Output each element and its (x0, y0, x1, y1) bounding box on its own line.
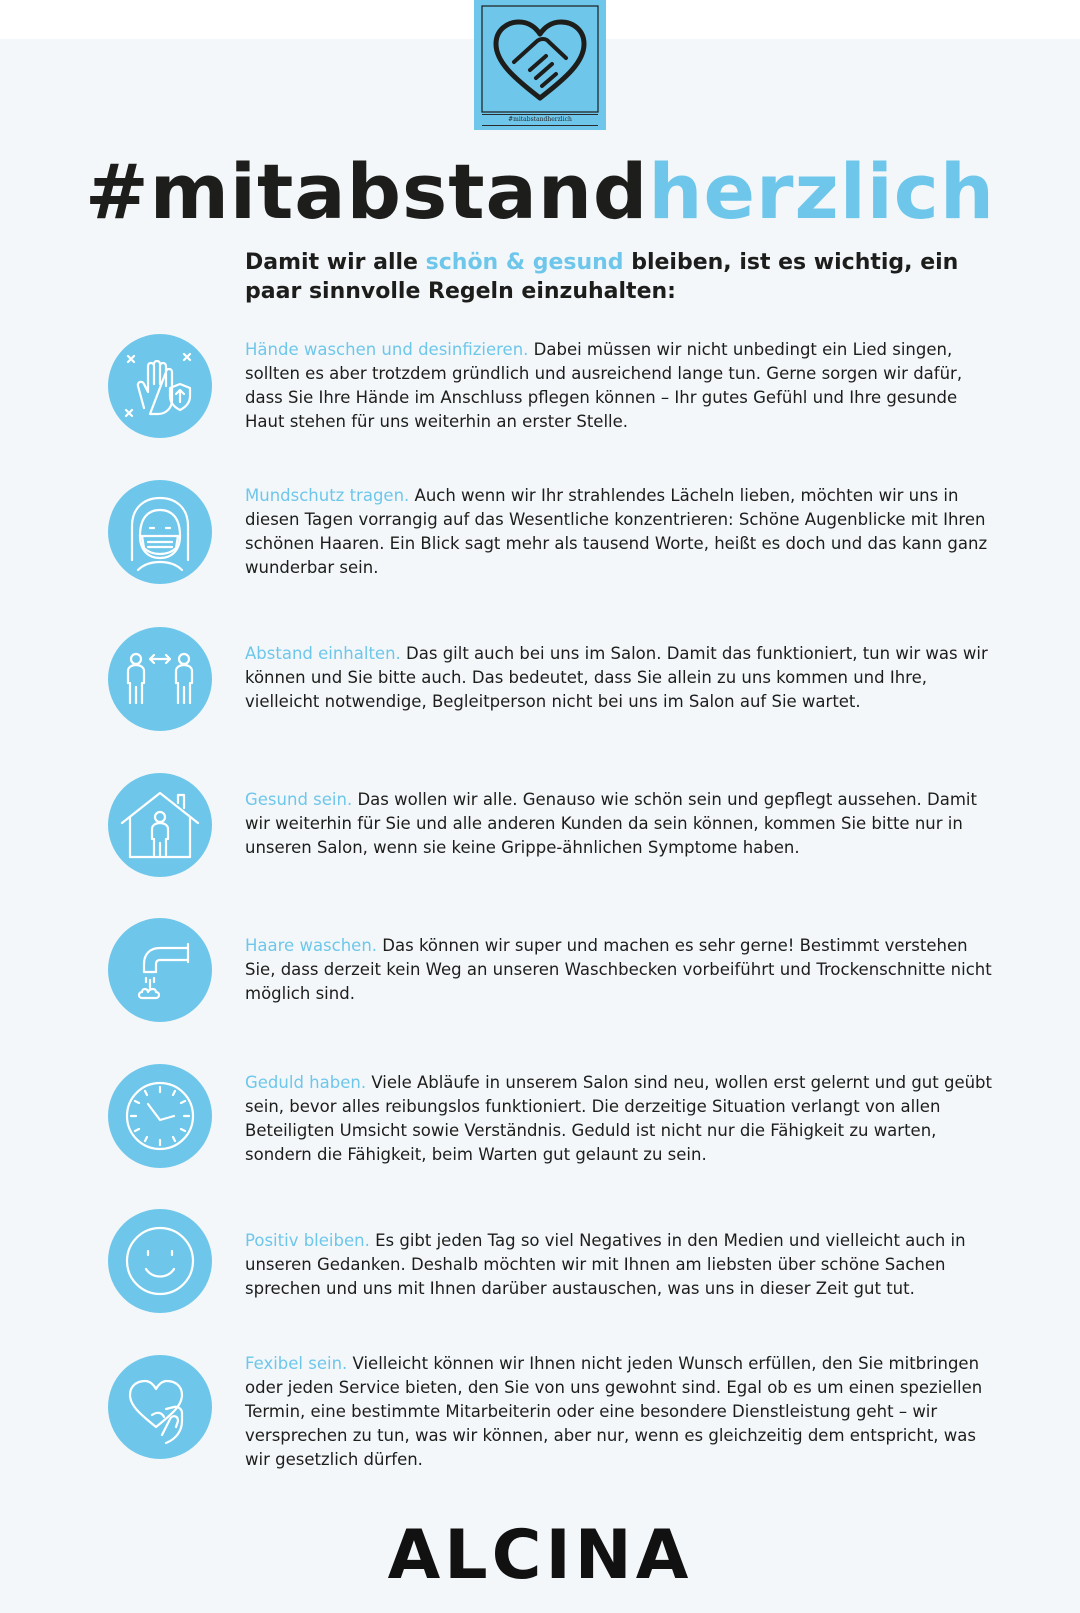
rule-title: Fexibel sein. (245, 1354, 348, 1373)
rule-positive (245, 1229, 995, 1301)
heart-handshake-icon (474, 0, 606, 130)
rule-healthy (245, 788, 995, 860)
smiley-icon (108, 1209, 212, 1313)
rule-title: Positiv bleiben. (245, 1231, 370, 1250)
intro-text (245, 248, 985, 306)
stay-home-icon (108, 773, 212, 877)
rule-distance (245, 642, 995, 714)
rule-title: Geduld haben. (245, 1073, 367, 1092)
brand-logo: ALCINA (387, 1516, 693, 1595)
title-part-dark: #mitabstand (85, 147, 649, 236)
rule-text: Viele Abläufe in unserem Salon sind neu, wollen erst gelernt und gut geübt sein, bevor alles reibungslos funktioniert. Die derzeitige Situation verlangt von allen Beteiligten Umsicht sowie Verständnis. Geduld ist nicht nur die Fähigkeit zu warten, sondern die Fähigkeit, beim Warten gut gelaunt zu sein. (245, 1073, 992, 1164)
logo-caption: #mitabstandherzlich (482, 114, 598, 126)
rule-text: Das können wir super und machen es sehr gerne! Bestimmt verstehen Sie, dass derzeit kein Weg an unseren Waschbecken vorbeiführt und Trockenschnitte nicht möglich sind. (245, 936, 992, 1003)
rule-patience (245, 1071, 995, 1167)
rule-title: Hände waschen und desinfizieren. (245, 340, 529, 359)
rule-title: Mundschutz tragen. (245, 486, 410, 505)
rule-hands (245, 338, 995, 434)
clock-icon (108, 1064, 212, 1168)
rule-text: Es gibt jeden Tag so viel Negatives in den Medien und vielleicht auch in unseren Gedanken. Deshalb möchten wir mit Ihnen am liebsten über schöne Sachen sprechen und uns mit Ihnen darüber austauschen, was uns in dieser Zeit gut tut. (245, 1231, 966, 1298)
water-tap-icon (108, 918, 212, 1022)
distance-people-icon (108, 627, 212, 731)
face-mask-icon (108, 480, 212, 584)
heart-in-hand-icon (108, 1355, 212, 1459)
rule-text: Das wollen wir alle. Genauso wie schön sein und gepflegt aussehen. Damit wir weiterhin für Sie und alle anderen Kunden da sein können, kommen Sie bitte nur in unseren Salon, wenn sie keine Grippe-ähnlichen Symptome haben. (245, 790, 977, 857)
rule-text: Vielleicht können wir Ihnen nicht jeden Wunsch erfüllen, den Sie mitbringen oder jeden Service bieten, den Sie von uns gewohnt sind. Egal ob es um einen speziellen Termin, eine bestimmte Mitarbeiterin oder eine besondere Dienstleistung geht – wir versprechen zu tun, was wir können, aber nur, wenn es gleichzeitig dem entspricht, was wir gesetzlich dürfen. (245, 1354, 983, 1469)
rule-title: Gesund sein. (245, 790, 353, 809)
intro-before: Damit wir alle (245, 250, 426, 275)
intro-highlight: schön & gesund (425, 250, 624, 275)
logo (474, 0, 606, 130)
rule-hair-wash (245, 934, 995, 1006)
page-title (0, 147, 1080, 237)
rule-mask (245, 484, 995, 580)
rule-text: Dabei müssen wir nicht unbedingt ein Lied singen, sollten es aber trotzdem gründlich und ausreichend lange tun. Gerne sorgen wir dafür, dass Sie Ihre Hände im Anschluss pflegen können – Ihr gutes Gefühl und Ihre gesunde Haut stehen für uns weiterhin an erster Stelle. (245, 340, 963, 431)
rule-title: Haare waschen. (245, 936, 378, 955)
rule-text: Das gilt auch bei uns im Salon. Damit das funktioniert, tun wir was wir können und Sie bitte auch. Das bedeutet, dass Sie allein zu uns kommen und Ihre, vielleicht notwendige, Begleitperson nicht bei uns im Salon auf Sie wartet. (245, 644, 988, 711)
rule-title: Abstand einhalten. (245, 644, 401, 663)
title-part-light: herzlich (648, 147, 995, 236)
rule-flexible (245, 1352, 995, 1472)
rule-text: Auch wenn wir Ihr strahlendes Lächeln lieben, möchten wir uns in diesen Tagen vorrangig auf das Wesentliche konzentrieren: Schöne Augenblicke mit Ihren schönen Haaren. Ein Blick sagt mehr als tausend Worte, heißt es doch und das kann ganz wunderbar sein. (245, 486, 988, 577)
hand-disinfect-icon (108, 334, 212, 438)
intro-after: bleiben, ist es wichtig, ein paar sinnvolle Regeln einzuhalten: (245, 250, 959, 304)
